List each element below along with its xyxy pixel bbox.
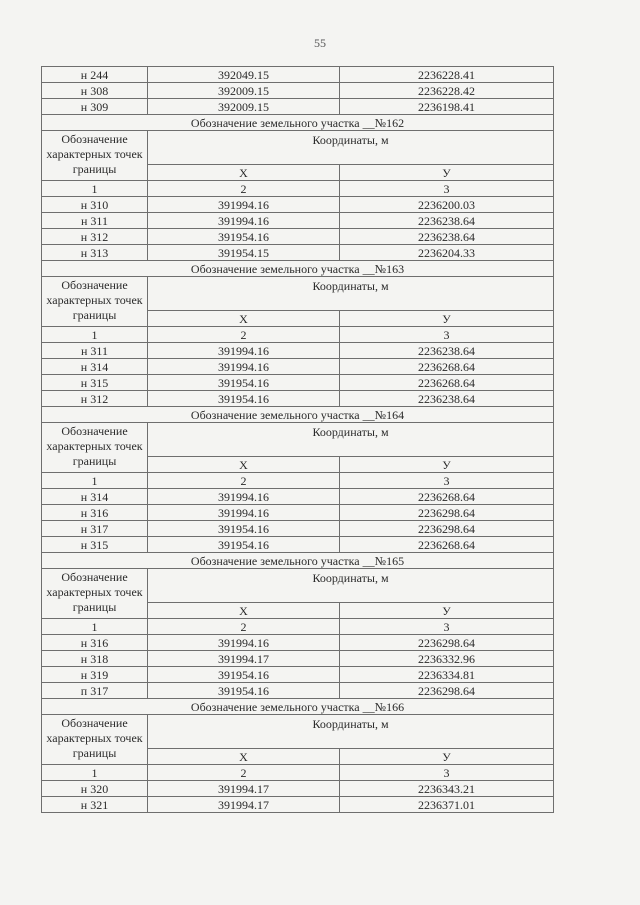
- table-row: [42, 505, 554, 521]
- x-coordinate-cell: 391994.17: [148, 651, 340, 667]
- table-row: [42, 99, 554, 115]
- x-coordinate-cell: 391954.16: [148, 537, 340, 553]
- column-number: 1: [42, 327, 148, 343]
- point-cell: н 311: [42, 213, 148, 229]
- y-coordinate-cell: 2236198.41: [340, 99, 554, 115]
- point-column-header: Обозначение характерных точек границы: [42, 715, 148, 765]
- x-column-header: X: [148, 603, 340, 619]
- y-column-header: У: [340, 603, 554, 619]
- x-coordinate-cell: 391994.17: [148, 781, 340, 797]
- x-coordinate-cell: 391954.16: [148, 229, 340, 245]
- point-cell: н 316: [42, 505, 148, 521]
- y-coordinate-cell: 2236238.64: [340, 343, 554, 359]
- table-row: [42, 359, 554, 375]
- y-coordinate-cell: 2236228.42: [340, 83, 554, 99]
- point-column-header: Обозначение характерных точек границы: [42, 277, 148, 327]
- point-cell: н 321: [42, 797, 148, 813]
- point-cell: н 313: [42, 245, 148, 261]
- column-number: 3: [340, 619, 554, 635]
- table-row: [42, 651, 554, 667]
- y-coordinate-cell: 2236238.64: [340, 213, 554, 229]
- coordinates-header: Координаты, м: [148, 277, 554, 311]
- y-column-header: У: [340, 749, 554, 765]
- section-title-row: [42, 115, 554, 131]
- y-coordinate-cell: 2236332.96: [340, 651, 554, 667]
- y-coordinate-cell: 2236334.81: [340, 667, 554, 683]
- column-number: 1: [42, 765, 148, 781]
- table-row: [42, 343, 554, 359]
- y-coordinate-cell: 2236298.64: [340, 635, 554, 651]
- point-cell: н 318: [42, 651, 148, 667]
- point-cell: н 314: [42, 359, 148, 375]
- table-row: [42, 245, 554, 261]
- x-coordinate-cell: 391954.16: [148, 667, 340, 683]
- column-number: 2: [148, 181, 340, 197]
- x-coordinate-cell: 392009.15: [148, 83, 340, 99]
- coordinates-header: Координаты, м: [148, 715, 554, 749]
- point-cell: н 244: [42, 67, 148, 83]
- x-coordinate-cell: 392049.15: [148, 67, 340, 83]
- column-number-row: [42, 473, 554, 489]
- y-coordinate-cell: 2236238.64: [340, 229, 554, 245]
- y-coordinate-cell: 2236298.64: [340, 521, 554, 537]
- page-number: 55: [314, 36, 326, 50]
- header-row: [42, 569, 554, 603]
- header-row: [42, 277, 554, 311]
- table-row: [42, 797, 554, 813]
- table-row: [42, 537, 554, 553]
- point-cell: н 310: [42, 197, 148, 213]
- x-coordinate-cell: 391954.16: [148, 683, 340, 699]
- section-title: Обозначение земельного участка __№166: [42, 699, 554, 715]
- column-number-row: [42, 619, 554, 635]
- section-title: Обозначение земельного участка __№162: [42, 115, 554, 131]
- coordinates-table: [41, 66, 554, 813]
- column-number: 1: [42, 619, 148, 635]
- table-row: [42, 489, 554, 505]
- column-number-row: [42, 765, 554, 781]
- x-coordinate-cell: 391994.16: [148, 359, 340, 375]
- y-column-header: У: [340, 457, 554, 473]
- coordinates-header: Координаты, м: [148, 423, 554, 457]
- y-coordinate-cell: 2236268.64: [340, 359, 554, 375]
- column-number: 2: [148, 765, 340, 781]
- point-cell: н 309: [42, 99, 148, 115]
- table-row: [42, 375, 554, 391]
- section-title-row: [42, 553, 554, 569]
- y-coordinate-cell: 2236343.21: [340, 781, 554, 797]
- section-title-row: [42, 699, 554, 715]
- column-number: 3: [340, 473, 554, 489]
- section-title-row: [42, 407, 554, 423]
- x-coordinate-cell: 391954.16: [148, 521, 340, 537]
- column-number: 2: [148, 473, 340, 489]
- coordinates-header: Координаты, м: [148, 131, 554, 165]
- table-row: [42, 683, 554, 699]
- header-row: [42, 131, 554, 165]
- point-column-header: Обозначение характерных точек границы: [42, 569, 148, 619]
- coordinates-header: Координаты, м: [148, 569, 554, 603]
- column-number: 3: [340, 765, 554, 781]
- table-row: [42, 635, 554, 651]
- column-number: 1: [42, 473, 148, 489]
- table-row: [42, 197, 554, 213]
- x-column-header: X: [148, 311, 340, 327]
- column-number: 3: [340, 181, 554, 197]
- table-row: [42, 667, 554, 683]
- x-column-header: X: [148, 749, 340, 765]
- column-number-row: [42, 327, 554, 343]
- table-row: [42, 521, 554, 537]
- point-cell: н 317: [42, 521, 148, 537]
- point-cell: н 319: [42, 667, 148, 683]
- y-coordinate-cell: 2236298.64: [340, 683, 554, 699]
- table-row: [42, 391, 554, 407]
- y-coordinate-cell: 2236228.41: [340, 67, 554, 83]
- y-coordinate-cell: 2236371.01: [340, 797, 554, 813]
- column-number-row: [42, 181, 554, 197]
- table-row: [42, 83, 554, 99]
- point-cell: п 317: [42, 683, 148, 699]
- x-coordinate-cell: 391994.16: [148, 489, 340, 505]
- header-row: [42, 715, 554, 749]
- point-cell: н 312: [42, 391, 148, 407]
- table-row: [42, 229, 554, 245]
- y-coordinate-cell: 2236268.64: [340, 489, 554, 505]
- column-number: 2: [148, 327, 340, 343]
- x-coordinate-cell: 391994.16: [148, 343, 340, 359]
- x-coordinate-cell: 391994.16: [148, 213, 340, 229]
- x-coordinate-cell: 391954.15: [148, 245, 340, 261]
- point-cell: н 316: [42, 635, 148, 651]
- y-coordinate-cell: 2236238.64: [340, 391, 554, 407]
- column-number: 1: [42, 181, 148, 197]
- section-title: Обозначение земельного участка __№163: [42, 261, 554, 277]
- table-row: [42, 67, 554, 83]
- x-coordinate-cell: 391994.16: [148, 505, 340, 521]
- x-coordinate-cell: 391954.16: [148, 375, 340, 391]
- x-coordinate-cell: 391954.16: [148, 391, 340, 407]
- point-column-header: Обозначение характерных точек границы: [42, 423, 148, 473]
- y-coordinate-cell: 2236268.64: [340, 375, 554, 391]
- y-coordinate-cell: 2236204.33: [340, 245, 554, 261]
- section-title: Обозначение земельного участка __№165: [42, 553, 554, 569]
- table-row: [42, 213, 554, 229]
- column-number: 2: [148, 619, 340, 635]
- x-coordinate-cell: 391994.17: [148, 797, 340, 813]
- header-row: [42, 423, 554, 457]
- point-cell: н 308: [42, 83, 148, 99]
- point-cell: н 320: [42, 781, 148, 797]
- point-column-header: Обозначение характерных точек границы: [42, 131, 148, 181]
- x-coordinate-cell: 392009.15: [148, 99, 340, 115]
- x-coordinate-cell: 391994.16: [148, 197, 340, 213]
- coordinates-table-body: [42, 67, 554, 813]
- table-row: [42, 781, 554, 797]
- y-column-header: У: [340, 165, 554, 181]
- y-column-header: У: [340, 311, 554, 327]
- section-title-row: [42, 261, 554, 277]
- y-coordinate-cell: 2236200.03: [340, 197, 554, 213]
- x-column-header: X: [148, 165, 340, 181]
- x-coordinate-cell: 391994.16: [148, 635, 340, 651]
- point-cell: н 315: [42, 537, 148, 553]
- y-coordinate-cell: 2236268.64: [340, 537, 554, 553]
- point-cell: н 315: [42, 375, 148, 391]
- column-number: 3: [340, 327, 554, 343]
- point-cell: н 312: [42, 229, 148, 245]
- point-cell: н 311: [42, 343, 148, 359]
- section-title: Обозначение земельного участка __№164: [42, 407, 554, 423]
- y-coordinate-cell: 2236298.64: [340, 505, 554, 521]
- point-cell: н 314: [42, 489, 148, 505]
- x-column-header: X: [148, 457, 340, 473]
